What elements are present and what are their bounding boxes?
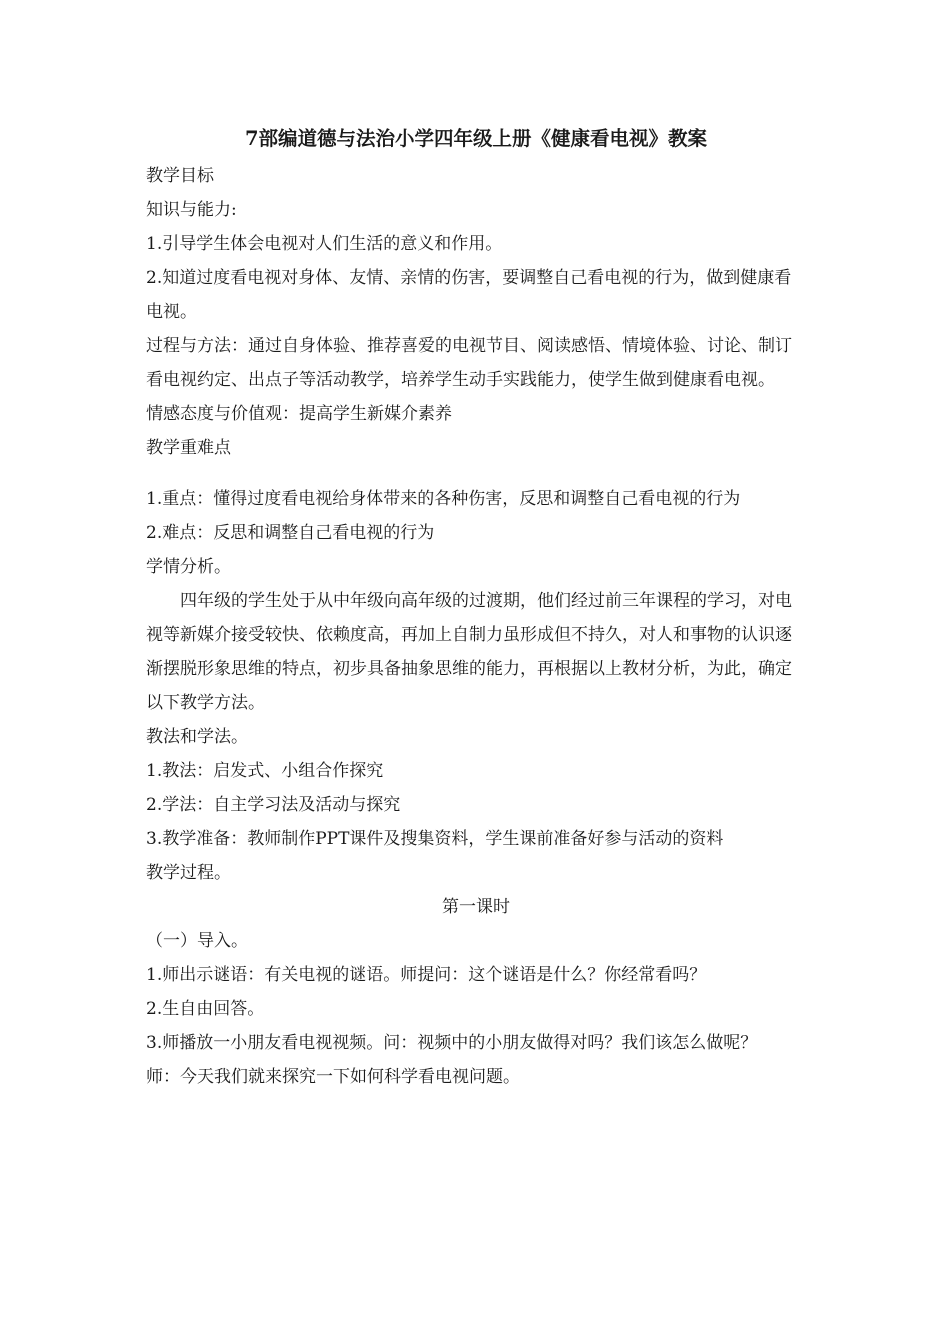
document-body — [146, 159, 806, 1094]
analysis-paragraph: 四年级的学生处于从中年级向高年级的过渡期，他们经过前三年课程的学习，对电视等新媒介接受较快、依赖度高，再加上自制力虽形成但不持久，对人和事物的认识逐渐摆脱形象思维的特点，初步具备抽象思维的能力，再根据以上教材分析，为此，确定以下教学方法。 — [146, 591, 792, 713]
knowledge-item-2: 2.知道过度看电视对身体、友情、亲情的伤害，要调整自己看电视的行为，做到健康看电视。 — [146, 268, 792, 322]
analysis-heading: 学情分析。 — [146, 557, 231, 577]
intro-heading: （一）导入。 — [146, 931, 248, 951]
knowledge-item-1: 1.引导学生体会电视对人们生活的意义和作用。 — [146, 234, 503, 254]
key-difficult-heading: 教学重难点 — [146, 438, 231, 458]
process-method-paragraph: 过程与方法：通过自身体验、推荐喜爱的电视节目、阅读感悟、情境体验、讨论、制订看电视约定、出点子等活动教学，培养学生动手实践能力，使学生做到健康看电视。 — [146, 336, 792, 390]
blank-line — [146, 465, 806, 482]
intro-step-4: 师：今天我们就来探究一下如何科学看电视问题。 — [146, 1067, 520, 1087]
difficult-point: 2.难点：反思和调整自己看电视的行为 — [146, 523, 435, 543]
emotion-paragraph: 情感态度与价值观：提高学生新媒介素养 — [146, 404, 452, 424]
intro-step-2: 2.生自由回答。 — [146, 999, 265, 1019]
teaching-method: 1.教法：启发式、小组合作探究 — [146, 761, 384, 781]
key-point: 1.重点：懂得过度看电视给身体带来的各种伤害，反思和调整自己看电视的行为 — [146, 489, 741, 509]
methods-heading: 教法和学法。 — [146, 727, 248, 747]
document-title: 7部编道德与法治小学四年级上册《健康看电视》教案 — [244, 127, 708, 150]
knowledge-heading: 知识与能力: — [146, 200, 237, 220]
lesson-one-heading: 第一课时 — [442, 897, 510, 917]
goals-heading: 教学目标 — [146, 166, 214, 186]
preparation: 3.教学准备：教师制作PPT课件及搜集资料，学生课前准备好参与活动的资料 — [146, 829, 724, 849]
learning-method: 2.学法：自主学习法及活动与探究 — [146, 795, 401, 815]
intro-step-1: 1.师出示谜语：有关电视的谜语。师提问：这个谜语是什么？你经常看吗？ — [146, 965, 707, 985]
process-heading: 教学过程。 — [146, 863, 231, 883]
intro-step-3: 3.师播放一小朋友看电视视频。问：视频中的小朋友做得对吗？我们该怎么做呢？ — [146, 1033, 758, 1053]
